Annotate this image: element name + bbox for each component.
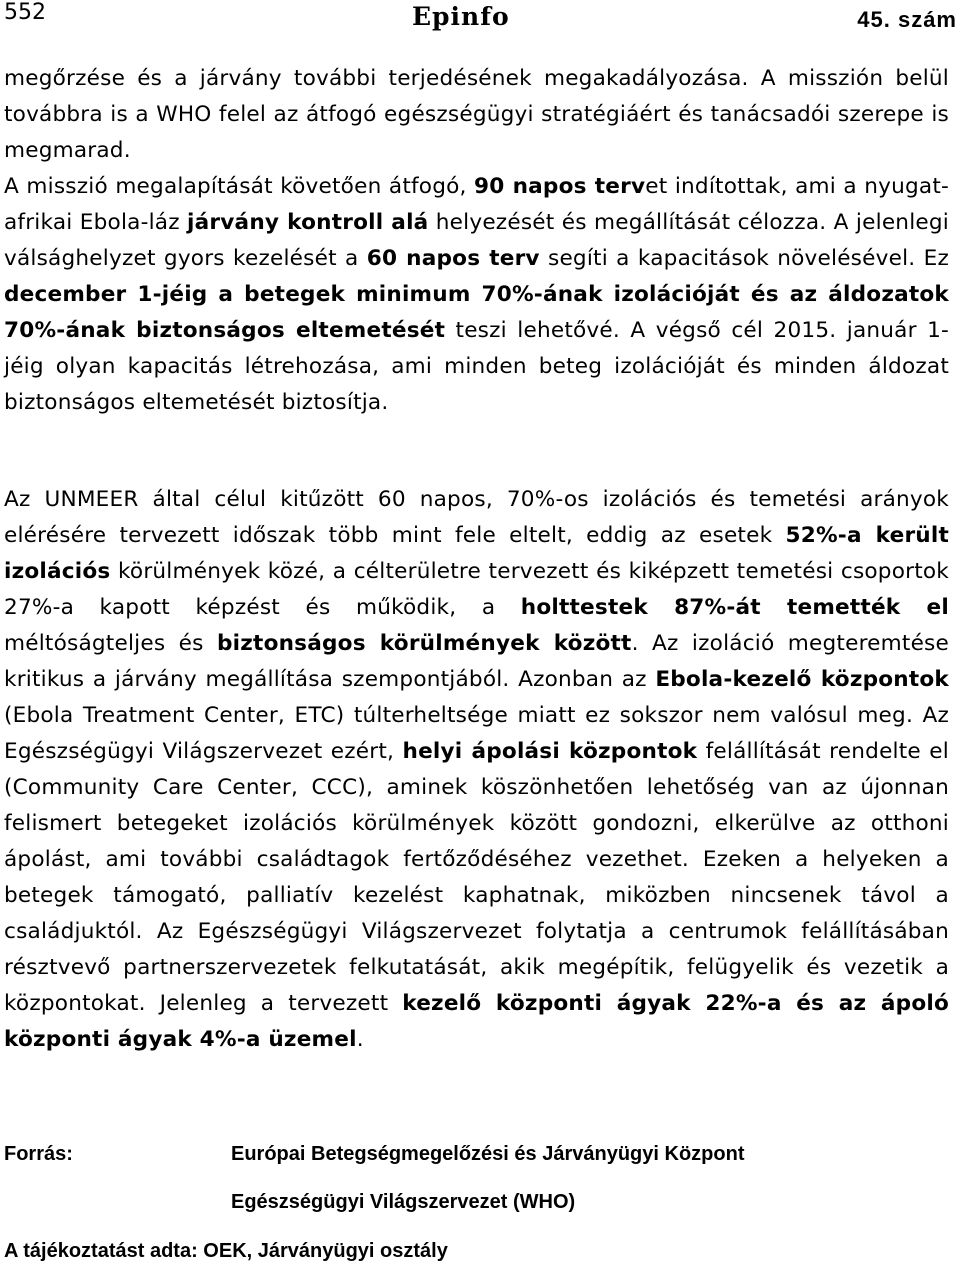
info-line: A tájékoztatást adta: OEK, Járványügyi osztály <box>4 1240 448 1262</box>
sources-label: Forrás: <box>4 1143 73 1165</box>
article-body <box>4 169 949 421</box>
text-run: segíti a kapacitások növelésével. Ez <box>539 246 950 271</box>
issue-number: 45. szám <box>857 7 957 32</box>
bold-text-run: december 1-jéig a betegek minimum 70%-ának izolációját és az áldozatok 70%-ának biztonságos eltemetését <box>4 282 949 343</box>
text-run: et indítottak, ami a nyugat-afrikai Ebola-láz <box>4 174 949 235</box>
bold-text-run: helyi ápolási központok <box>402 739 698 764</box>
text-run: méltóságteljes és <box>4 631 218 656</box>
bold-text-run: járvány kontroll alá <box>187 210 429 235</box>
bold-text-run: 52%-a került izolációs <box>4 523 949 584</box>
bold-text-run: biztonságos körülmények között <box>217 631 632 656</box>
bold-text-run: kezelő központi ágyak 22%-a és az ápoló központi ágyak 4%-a üzemel <box>4 991 949 1052</box>
text-run: Az UNMEER által célul kitűzött 60 napos, 70%-os izolációs és temetési arányok elérésére tervezett időszak több mint fele eltelt, eddig az esetek <box>4 487 949 548</box>
article-body <box>4 61 949 169</box>
text-run: . Az izoláció megteremtése kritikus a járvány megállítása szempontjából. Azonban az <box>4 631 949 692</box>
bold-text-run: Ebola-kezelő központok <box>655 667 949 692</box>
paragraph <box>4 482 949 1058</box>
text-run: (Ebola Treatment Center, ETC) túlterheltsége miatt ez sokszor nem valósul meg. Az Egészségügyi Világszervezet ezért, <box>4 703 949 764</box>
article-body <box>4 482 949 1058</box>
journal-logo: Epinfo <box>412 2 510 31</box>
text-run: teszi lehetővé. A végső cél 2015. január 1-jéig olyan kapacitás létrehozása, ami minden beteg izolációját és minden áldozat biztonságos eltemetését biztosítja. <box>4 318 949 415</box>
source-item: Egészségügyi Világszervezet (WHO) <box>231 1191 576 1213</box>
paragraph <box>4 169 949 421</box>
paragraph <box>4 61 949 169</box>
bold-text-run: 90 napos terv <box>474 174 646 199</box>
text-run: körülmények közé, a célterületre tervezett és kiképzett temetési csoportok 27%-a kapott képzést és működik, a <box>4 559 949 620</box>
text-run: . <box>356 1027 364 1052</box>
page-number: 552 <box>4 0 46 25</box>
text-run: helyezését és megállítását célozza. A jelenlegi válsághelyzet gyors kezelését a <box>4 210 949 271</box>
text-run: megőrzése és a járvány további terjedésének megakadályozása. A misszión belül továbbra is a WHO felel az átfogó egészségügyi stratégiáért és tanácsadói szerepe is megmarad. <box>4 66 949 163</box>
text-run: A misszió megalapítását követően átfogó, <box>4 174 475 199</box>
bold-text-run: holttestek 87%-át temették el <box>520 595 949 620</box>
text-run: felállítását rendelte el (Community Care Center, CCC), aminek köszönhetően lehetőség van az újonnan felismert betegeket izolációs körülmények között gondozni, elkerülve az otthoni ápolást, ami további családtagok fertőződéséhez vezethet. Ezeken a helyeken a betegek támogató, palliatív kezelést kaphatnak, miközben nincsenek távol a családjuktól. Az Egészségügyi Világszervezet folytatja a centrumok felállításában résztvevő partnerszervezetek felkutatását, akik megépítik, felügyelik és vezetik a központokat. Jelenleg a tervezett <box>4 739 949 1016</box>
source-item: Európai Betegségmegelőzési és Járványügyi Központ <box>231 1143 745 1165</box>
bold-text-run: 60 napos terv <box>366 246 540 271</box>
